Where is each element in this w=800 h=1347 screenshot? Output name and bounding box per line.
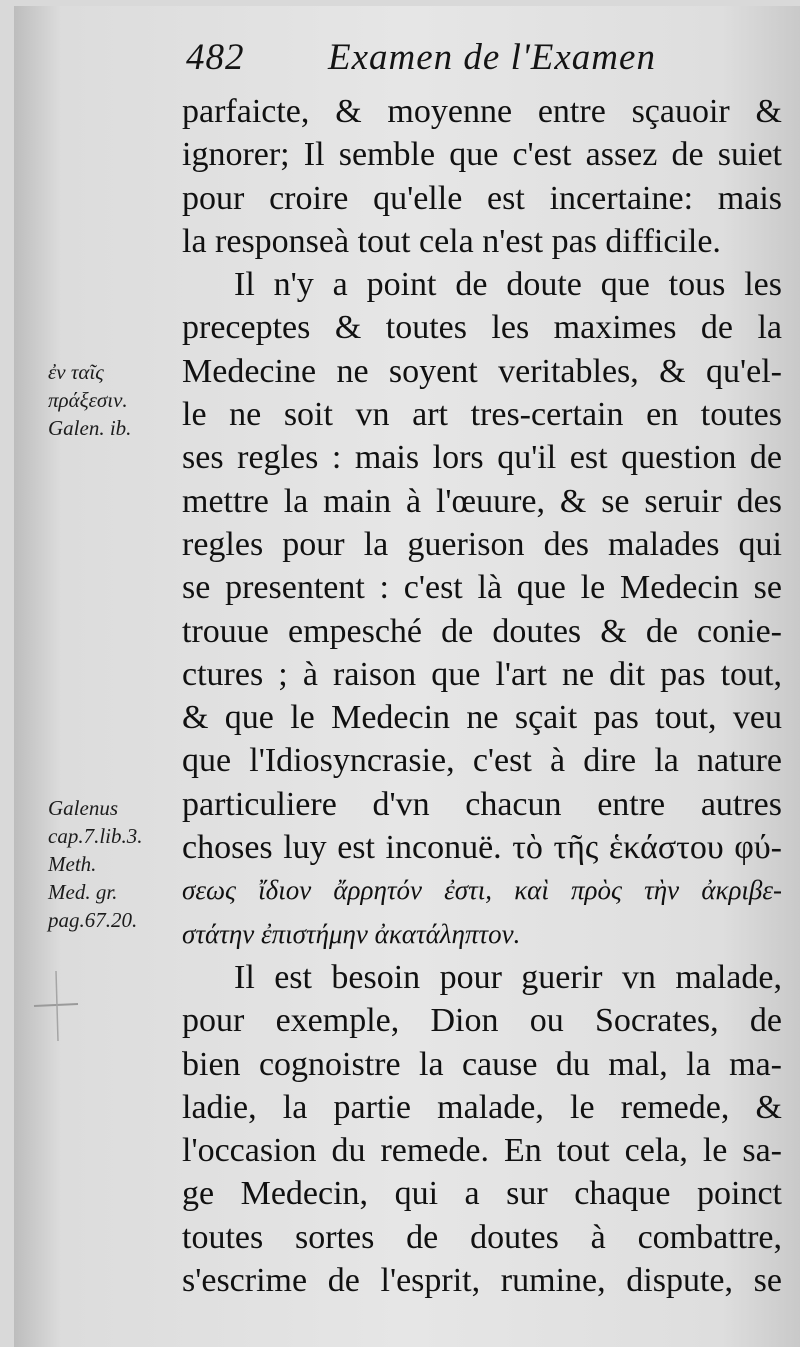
text-line: toutes sortes de doutes à combattre,: [182, 1218, 782, 1256]
margin-note-line: Galenus: [48, 796, 118, 820]
text-line: pour croire qu'elle est incertaine: mais: [182, 179, 782, 217]
greek-quotation-line: στάτην ἐπιστήμην ἀκατάληπτον.: [182, 918, 521, 949]
text-line: ses regles : mais lors qu'il est question de: [182, 439, 782, 477]
running-title: Examen de l'Examen: [328, 37, 656, 78]
paper-crease-mark: [28, 966, 82, 1046]
text-line: ge Medecin, qui a sur chaque poinct: [182, 1175, 782, 1213]
text-line: trouue empesché de doutes & de conie-: [182, 612, 782, 650]
book-page: [14, 6, 800, 1347]
margin-note-galen-reference: [48, 794, 178, 934]
text-line: ctures ; à raison que l'art ne dit pas tout,: [182, 655, 782, 693]
text-line: s'escrime de l'esprit, rumine, dispute, se: [182, 1262, 782, 1300]
margin-note-line: Meth.: [48, 852, 97, 876]
text-line: ignorer; Il semble que c'est assez de suiet: [182, 136, 782, 174]
text-line: mettre la main à l'œuure, & se seruir des: [182, 482, 782, 520]
margin-note-line: Galen. ib.: [48, 416, 132, 440]
margin-note-line: Med. gr.: [48, 880, 118, 904]
text-line: Il est besoin pour guerir vn malade,: [234, 958, 782, 996]
text-line: parfaicte, & moyenne entre sçauoir &: [182, 93, 782, 130]
text-line: bien cognoistre la cause du mal, la ma-: [182, 1045, 782, 1083]
text-line: choses luy est inconuë. τὸ τῆς ἑκάστου φύ-: [182, 829, 782, 867]
text-line: se presentent : c'est là que le Medecin se: [182, 569, 782, 607]
greek-quotation-line: σεως ἴδιον ἄρρητόν ἐστι, καὶ πρὸς τὴν ἀκριβε-: [182, 875, 782, 906]
margin-note-line: πράξεσιν.: [48, 388, 128, 412]
text-line: particuliere d'vn chacun entre autres: [182, 785, 782, 823]
page-number: 482: [186, 37, 245, 78]
text-line: Il n'y a point de doute que tous les: [234, 266, 782, 304]
running-header: [186, 36, 746, 86]
text-line: l'occasion du remede. En tout cela, le sa-: [182, 1132, 782, 1170]
margin-note-line: ἐν ταῖς: [48, 360, 104, 384]
text-line: preceptes & toutes les maximes de la: [182, 309, 782, 347]
text-line: ladie, la partie malade, le remede, &: [182, 1088, 782, 1126]
margin-note-line: cap.7.lib.3.: [48, 824, 143, 848]
text-line: pour exemple, Dion ou Socrates, de: [182, 1002, 782, 1040]
margin-note-greek-reference: [48, 358, 178, 442]
margin-note-line: pag.67.20.: [48, 908, 138, 932]
text-line: & que le Medecin ne sçait pas tout, veu: [182, 699, 782, 737]
text-line: le ne soit vn art tres-certain en toutes: [182, 396, 782, 434]
text-line: regles pour la guerison des malades qui: [182, 525, 782, 563]
text-line: Medecine ne soyent veritables, & qu'el-: [182, 352, 782, 390]
text-line: la responseà tout cela n'est pas difficile.: [182, 222, 721, 260]
body-text: [182, 90, 782, 1302]
text-line: que l'Idiosyncrasie, c'est à dire la nature: [182, 742, 782, 780]
